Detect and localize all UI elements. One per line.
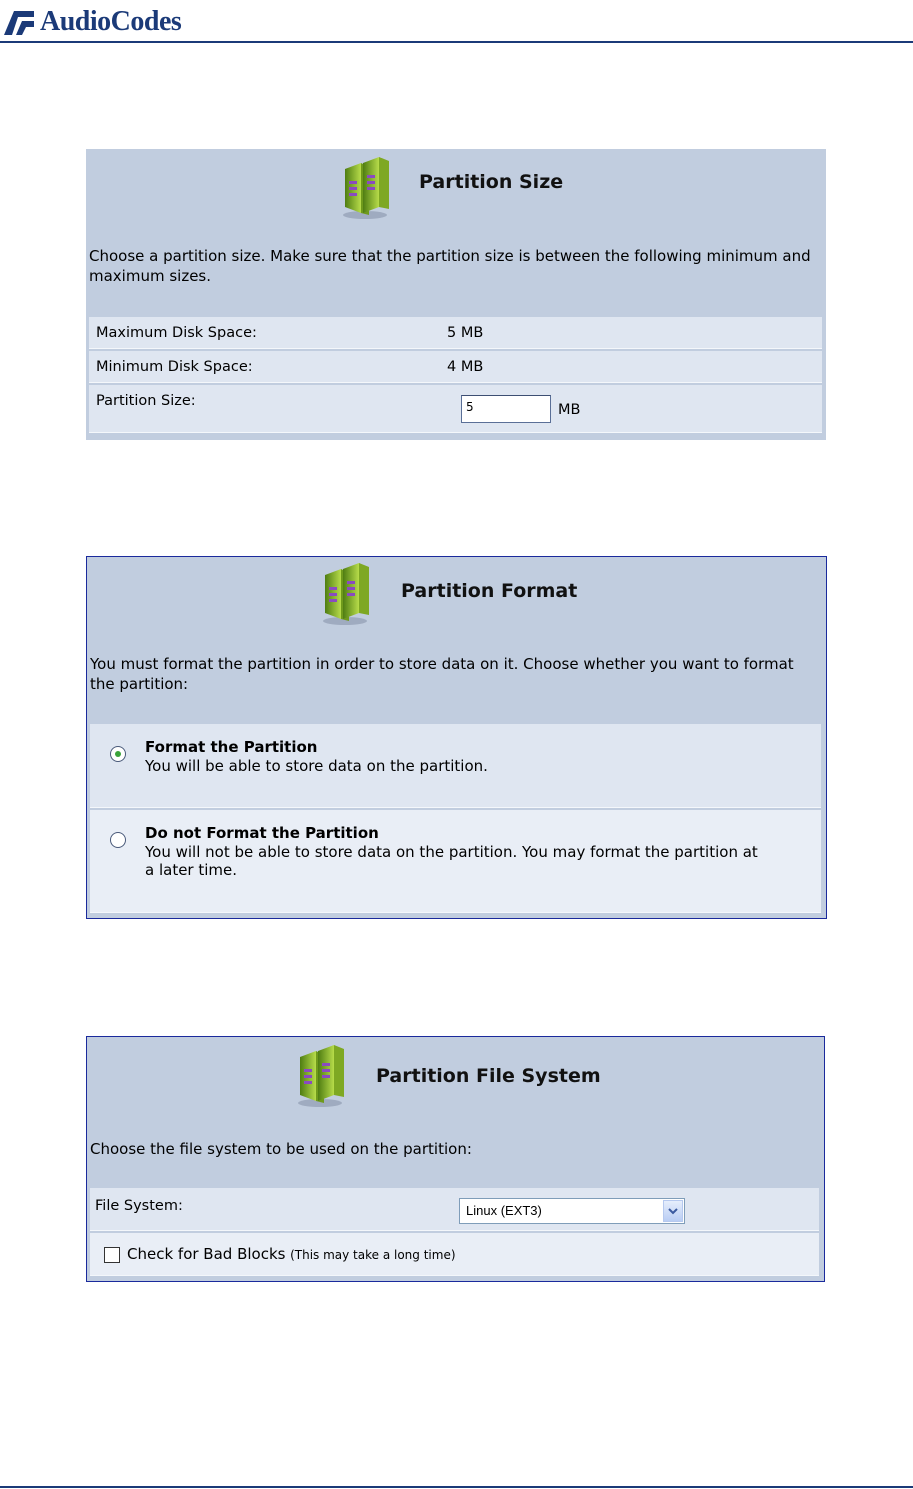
partition-size-input[interactable]: 5 bbox=[461, 395, 551, 423]
partition-format-panel bbox=[86, 556, 827, 919]
bad-blocks-note: (This may take a long time) bbox=[290, 1248, 456, 1262]
panel-title: Partition Size bbox=[419, 171, 564, 193]
panel-description: You must format the partition in order to store data on it. Choose whether you want to format the partition: bbox=[90, 655, 794, 693]
partition-size-unit: MB bbox=[558, 402, 581, 418]
option-title: Do not Format the Partition bbox=[145, 824, 379, 842]
file-system-label: File System: bbox=[95, 1198, 183, 1214]
panel-title: Partition Format bbox=[401, 580, 578, 602]
panel-title: Partition File System bbox=[376, 1065, 601, 1087]
radio-selected-dot bbox=[115, 751, 121, 757]
header-rule bbox=[0, 41, 913, 43]
dropdown-button[interactable] bbox=[663, 1200, 683, 1222]
panel-description: Choose the file system to be used on the partition: bbox=[90, 1140, 472, 1158]
file-system-select[interactable] bbox=[459, 1198, 685, 1224]
partition-size-label: Partition Size: bbox=[96, 393, 196, 409]
page-header bbox=[0, 0, 913, 44]
min-disk-label: Minimum Disk Space: bbox=[96, 359, 253, 375]
server-icon bbox=[294, 1043, 350, 1107]
option-description: You will not be able to store data on the partition. You may format the partition at a later time. bbox=[145, 843, 758, 879]
partition-size-panel bbox=[86, 149, 826, 440]
partition-file-system-panel bbox=[86, 1036, 825, 1282]
file-system-selected-value: Linux (EXT3) bbox=[466, 1203, 542, 1218]
min-disk-value: 4 MB bbox=[447, 359, 484, 375]
no-format-radio[interactable] bbox=[110, 832, 126, 848]
max-disk-label: Maximum Disk Space: bbox=[96, 325, 257, 341]
bad-blocks-row bbox=[90, 1233, 819, 1276]
bad-blocks-checkbox[interactable] bbox=[104, 1247, 120, 1263]
partition-size-row bbox=[89, 385, 822, 433]
format-option-row[interactable] bbox=[90, 724, 821, 808]
audiocodes-logo-icon bbox=[2, 5, 36, 39]
server-icon bbox=[319, 561, 375, 625]
no-format-option-row[interactable] bbox=[90, 810, 821, 913]
max-disk-value: 5 MB bbox=[447, 325, 484, 341]
audiocodes-logo bbox=[2, 4, 181, 40]
chevron-down-icon bbox=[668, 1207, 678, 1215]
footer-rule bbox=[0, 1486, 913, 1488]
min-disk-row bbox=[89, 351, 822, 383]
max-disk-row bbox=[89, 317, 822, 349]
bad-blocks-text: Check for Bad Blocks bbox=[127, 1245, 286, 1263]
bad-blocks-label bbox=[127, 1245, 456, 1263]
server-icon bbox=[339, 155, 395, 219]
format-radio[interactable] bbox=[110, 746, 126, 762]
file-system-row bbox=[90, 1188, 819, 1231]
option-description: You will be able to store data on the partition. bbox=[145, 757, 488, 775]
panel-description: Choose a partition size. Make sure that the partition size is between the following minimum and maximum sizes. bbox=[89, 247, 811, 285]
logo-text: AudioCodes bbox=[40, 6, 182, 37]
option-title: Format the Partition bbox=[145, 738, 318, 756]
